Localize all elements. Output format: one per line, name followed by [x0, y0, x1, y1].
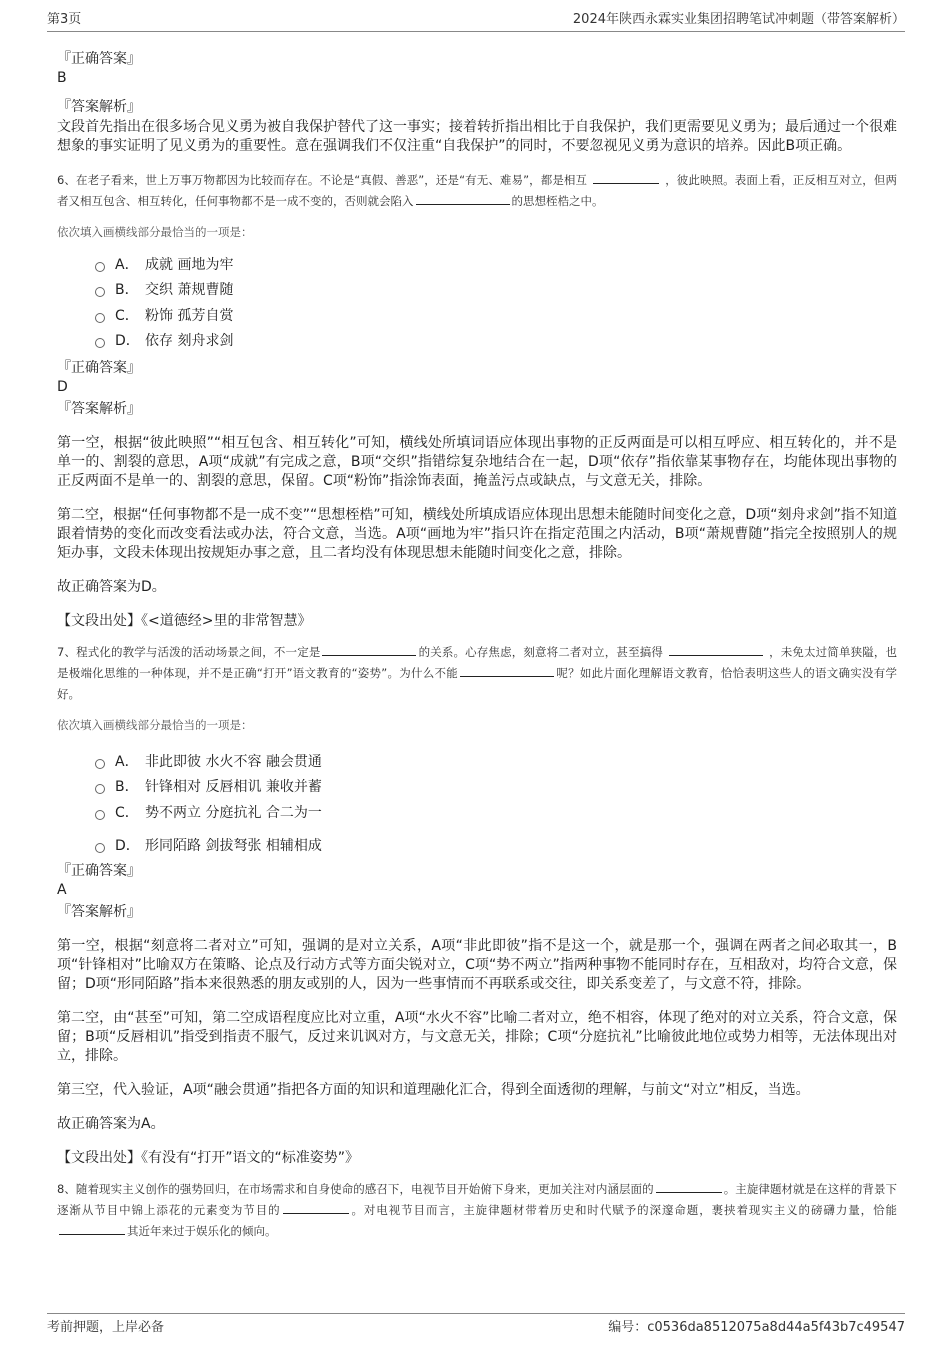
radio-icon[interactable]	[95, 810, 105, 820]
radio-icon[interactable]	[95, 759, 105, 769]
q6-option-d[interactable]: D． 依存 刻舟求剑	[95, 328, 897, 354]
radio-icon[interactable]	[95, 338, 105, 348]
q6-option-c[interactable]: C． 粉饰 孤芳自赏	[95, 302, 897, 328]
q6-question: 6、在老子看来，世上万事万物都因为比较而存在。不论是“真假、善恶”，还是“有无、难易”，都是相互 ，彼此映照。表面上看，正反相互对立，但两者又相互包含、相互转化，任何事物都不是一成不变的，否则就会陷入 的思想桎梏之中。	[57, 173, 897, 208]
q6-option-a[interactable]: A． 成就 画地为牢	[95, 251, 897, 277]
q6-analysis-para2: 第二空，根据“任何事物都不是一成不变”“思想桎梏”可知，横线处所填成语应体现出思想未能随时间变化之意，D项“刻舟求剑”指不知道跟着情势的变化而改变看法或办法，符合文意，当选。A项“画地为牢”指只许在指定范围之内活动，B项“萧规曹随”指完全按照别人的规矩办事，文段未体现出按规矩办事之意，且二者均没有体现思想未能随时间变化之意，排除。	[57, 507, 897, 561]
q7-option-d[interactable]: D． 形同陌路 剑拔弩张 相辅相成	[95, 833, 897, 859]
radio-icon[interactable]	[95, 287, 105, 297]
radio-icon[interactable]	[95, 784, 105, 794]
page-header	[47, 8, 905, 32]
q7-options	[95, 748, 897, 858]
document-title: 2024年陕西永霖实业集团招聘笔试冲刺题（带答案解析）	[572, 12, 905, 27]
radio-icon[interactable]	[95, 313, 105, 323]
q6-answer: D	[57, 379, 68, 395]
analysis-label: 『答案解析』	[57, 99, 141, 115]
q7-instruction: 依次填入画横线部分最恰当的一项是：	[57, 718, 253, 732]
q5-answer: B	[57, 70, 67, 86]
q7-option-b[interactable]: B． 针锋相对 反唇相讥 兼收并蓄	[95, 774, 897, 800]
radio-icon[interactable]	[95, 262, 105, 272]
analysis-label: 『答案解析』	[57, 401, 141, 417]
page-number: 第3页	[47, 12, 82, 27]
q7-option-a[interactable]: A． 非此即彼 水火不容 融会贯通	[95, 748, 897, 774]
correct-answer-label: 『正确答案』	[57, 360, 141, 376]
q6-option-b[interactable]: B． 交织 萧规曹随	[95, 277, 897, 303]
q8-question: 8、随着现实主义创作的强势回归，在市场需求和自身使命的感召下，电视节目开始俯下身来，更加关注对内涵层面的 。主旋律题材就是在这样的背景下逐渐从节目中锦上添花的元素变为节目的 。对电视节目而言，主旋律题材带着历史和时代赋予的深邃命题，裹挟着现实主义的磅礴力量，恰能其近年来过于娱乐化的倾向。	[57, 1182, 897, 1238]
analysis-label: 『答案解析』	[57, 904, 141, 920]
correct-answer-label: 『正确答案』	[57, 51, 141, 67]
q7-analysis-para1: 第一空，根据“刻意将二者对立”可知，强调的是对立关系，A项“非此即彼”指不是这一个，就是那一个，强调在两者之间必取其一，B项“针锋相对”比喻双方在策略、论点及行动方式等方面尖锐对立，C项“势不两立”指两种事物不能同时存在，互相敌对，均符合文意，保留；D项“形同陌路”指本来很熟悉的朋友或别的人，因为一些事情而不再联系或交往，即关系变差了，与文意不符，排除。	[57, 938, 897, 992]
footer-slogan: 考前押题，上岸必备	[47, 1320, 165, 1335]
document-code: 编号：c0536da8512075a8d44a5f43b7c49547	[608, 1320, 905, 1335]
q6-source: 【文段出处】《<道德经>里的非常智慧》	[57, 613, 312, 629]
q7-analysis-para3: 第三空，代入验证，A项“融会贯通”指把各方面的知识和道理融化汇合，得到全面透彻的理解，与前文“对立”相反，当选。	[57, 1082, 810, 1098]
q7-analysis-para2: 第二空，由“甚至”可知，第二空成语程度应比对立重，A项“水火不容”比喻二者对立，绝不相容，体现了绝对的对立关系，符合文意，保留；B项“反唇相讥”指受到指责不服气，反过来讥讽对方，与文意无关，排除；C项“分庭抗礼”比喻彼此地位或势力相等，无法体现出对立，排除。	[57, 1010, 897, 1064]
q6-analysis-para1: 第一空，根据“彼此映照”“相互包含、相互转化”可知，横线处所填词语应体现出事物的正反两面是可以相互呼应、相互转化的，并不是单一的、割裂的意思，A项“成就”有完成之意，B项“交织”指错综复杂地结合在一起，D项“依存”指依靠某事物存在，均能体现出事物的正反两面不是单一的、割裂的意思，保留。C项“粉饰”指涂饰表面，掩盖污点或缺点，与文意无关，排除。	[57, 435, 897, 489]
q7-source: 【文段出处】《有没有“打开”语文的“标准姿势”》	[57, 1150, 360, 1166]
q6-options	[95, 251, 897, 353]
q7-option-c[interactable]: C． 势不两立 分庭抗礼 合二为一	[95, 799, 897, 825]
q6-instruction: 依次填入画横线部分最恰当的一项是：	[57, 225, 253, 239]
q5-analysis: 文段首先指出在很多场合见义勇为被自我保护替代了这一事实；接着转折指出相比于自我保护，我们更需要见义勇为；最后通过一个很难想象的事实证明了见义勇为的重要性。意在强调我们不仅注重“自我保护”的同时，不要忽视见义勇为意识的培养。因此B项正确。	[57, 119, 897, 154]
q6-conclusion: 故正确答案为D。	[57, 579, 166, 595]
page-footer	[47, 1313, 905, 1335]
q7-answer: A	[57, 882, 67, 898]
radio-icon[interactable]	[95, 843, 105, 853]
correct-answer-label: 『正确答案』	[57, 863, 141, 879]
q7-question: 7、程式化的教学与活泼的活动场景之间，不一定是 的关系。心存焦虑，刻意将二者对立，甚至搞得 ，未免太过简单狭隘，也是极端化思维的一种体现，并不是正确“打开”语文教育的“姿势”。为什么不能 呢？如此片面化理解语文教育，恰恰表明这些人的语文确实没有学好。	[57, 645, 897, 701]
q7-conclusion: 故正确答案为A。	[57, 1116, 165, 1132]
page-content	[57, 50, 897, 1242]
